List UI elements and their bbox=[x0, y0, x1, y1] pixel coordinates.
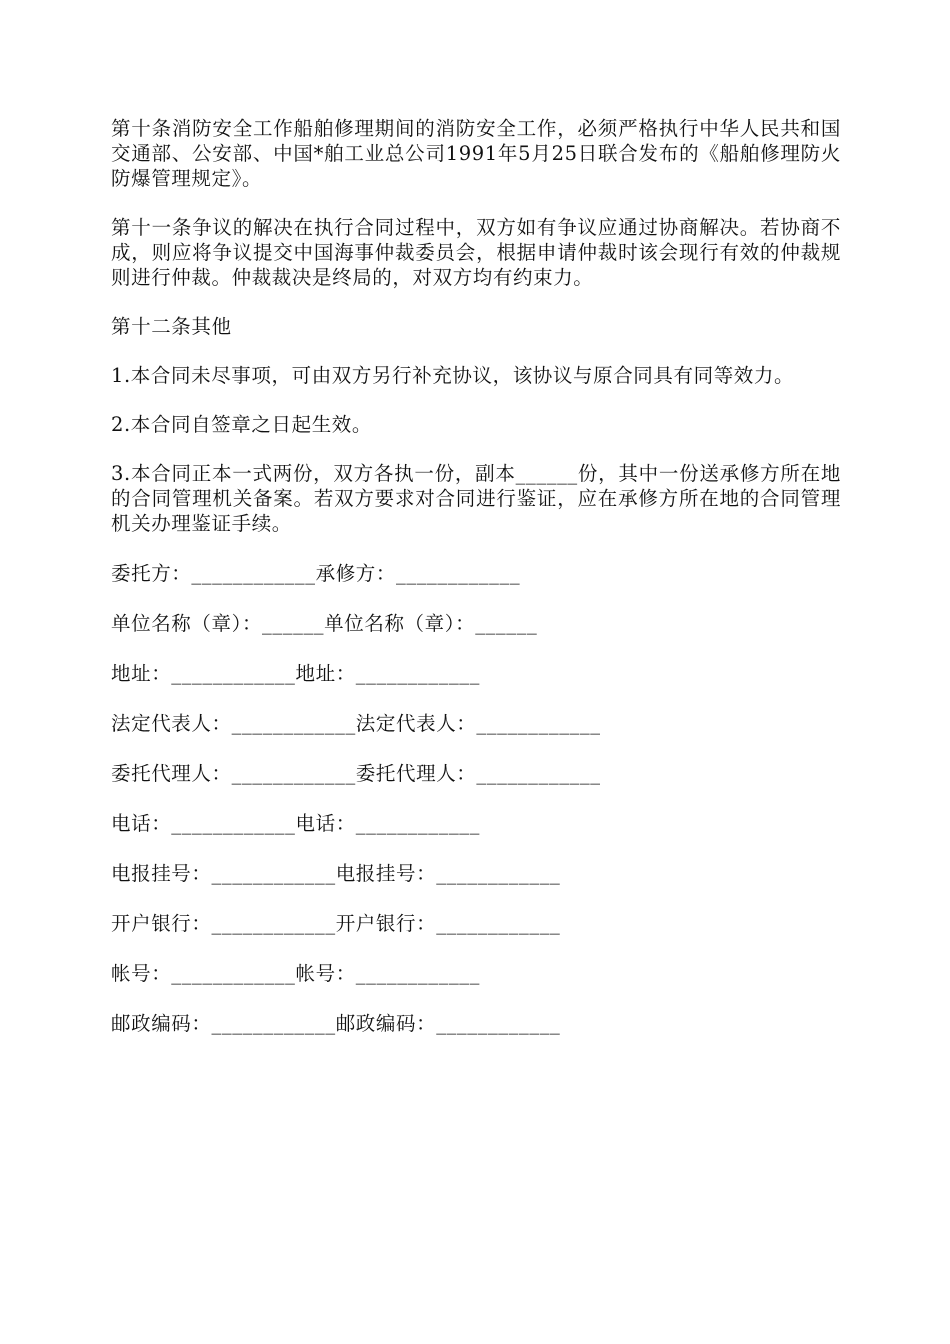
clause-11-dispute-resolution: 第十一条争议的解决在执行合同过程中，双方如有争议应通过协商解决。若协商不成，则应将争议提交中国海事仲裁委员会，根据申请仲裁时该会现行有效的仲裁规则进行仲裁。仲裁裁决是终局的，对双方均有约束力。 bbox=[111, 216, 841, 289]
signature-legal-rep-line: 法定代表人：____________法定代表人：____________ bbox=[111, 712, 601, 735]
signature-unit-line: 单位名称（章）：______单位名称（章）：______ bbox=[111, 612, 538, 635]
signature-phone-line: 电话：____________电话：____________ bbox=[111, 812, 480, 835]
contract-page bbox=[111, 116, 841, 1061]
signature-agent-line: 委托代理人：____________委托代理人：____________ bbox=[111, 762, 601, 785]
clause-12-item-2: 2.本合同自签章之日起生效。 bbox=[111, 413, 373, 436]
signature-address-line: 地址：____________地址：____________ bbox=[111, 662, 480, 685]
clause-12-item-3: 3.本合同正本一式两份，双方各执一份，副本______份，其中一份送承修方所在地的合同管理机关备案。若双方要求对合同进行鉴证，应在承修方所在地的合同管理机关办理鉴证手续。 bbox=[111, 462, 841, 535]
signature-telegram-line: 电报挂号：____________电报挂号：____________ bbox=[111, 862, 561, 885]
signature-block bbox=[111, 561, 841, 1036]
signature-account-line: 帐号：____________帐号：____________ bbox=[111, 962, 480, 985]
clause-12-item-1: 1.本合同未尽事项，可由双方另行补充协议，该协议与原合同具有同等效力。 bbox=[111, 364, 795, 387]
signature-bank-line: 开户银行：____________开户银行：____________ bbox=[111, 912, 561, 935]
clause-12-title: 第十二条其他 bbox=[111, 315, 232, 338]
signature-postcode-line: 邮政编码：____________邮政编码：____________ bbox=[111, 1012, 561, 1035]
clause-10-fire-safety: 第十条消防安全工作船舶修理期间的消防安全工作，必须严格执行中华人民共和国交通部、公安部、中国*舶工业总公司1991年5月25日联合发布的《船舶修理防火防爆管理规定》。 bbox=[111, 117, 841, 190]
signature-client-line: 委托方：____________承修方：____________ bbox=[111, 562, 521, 585]
